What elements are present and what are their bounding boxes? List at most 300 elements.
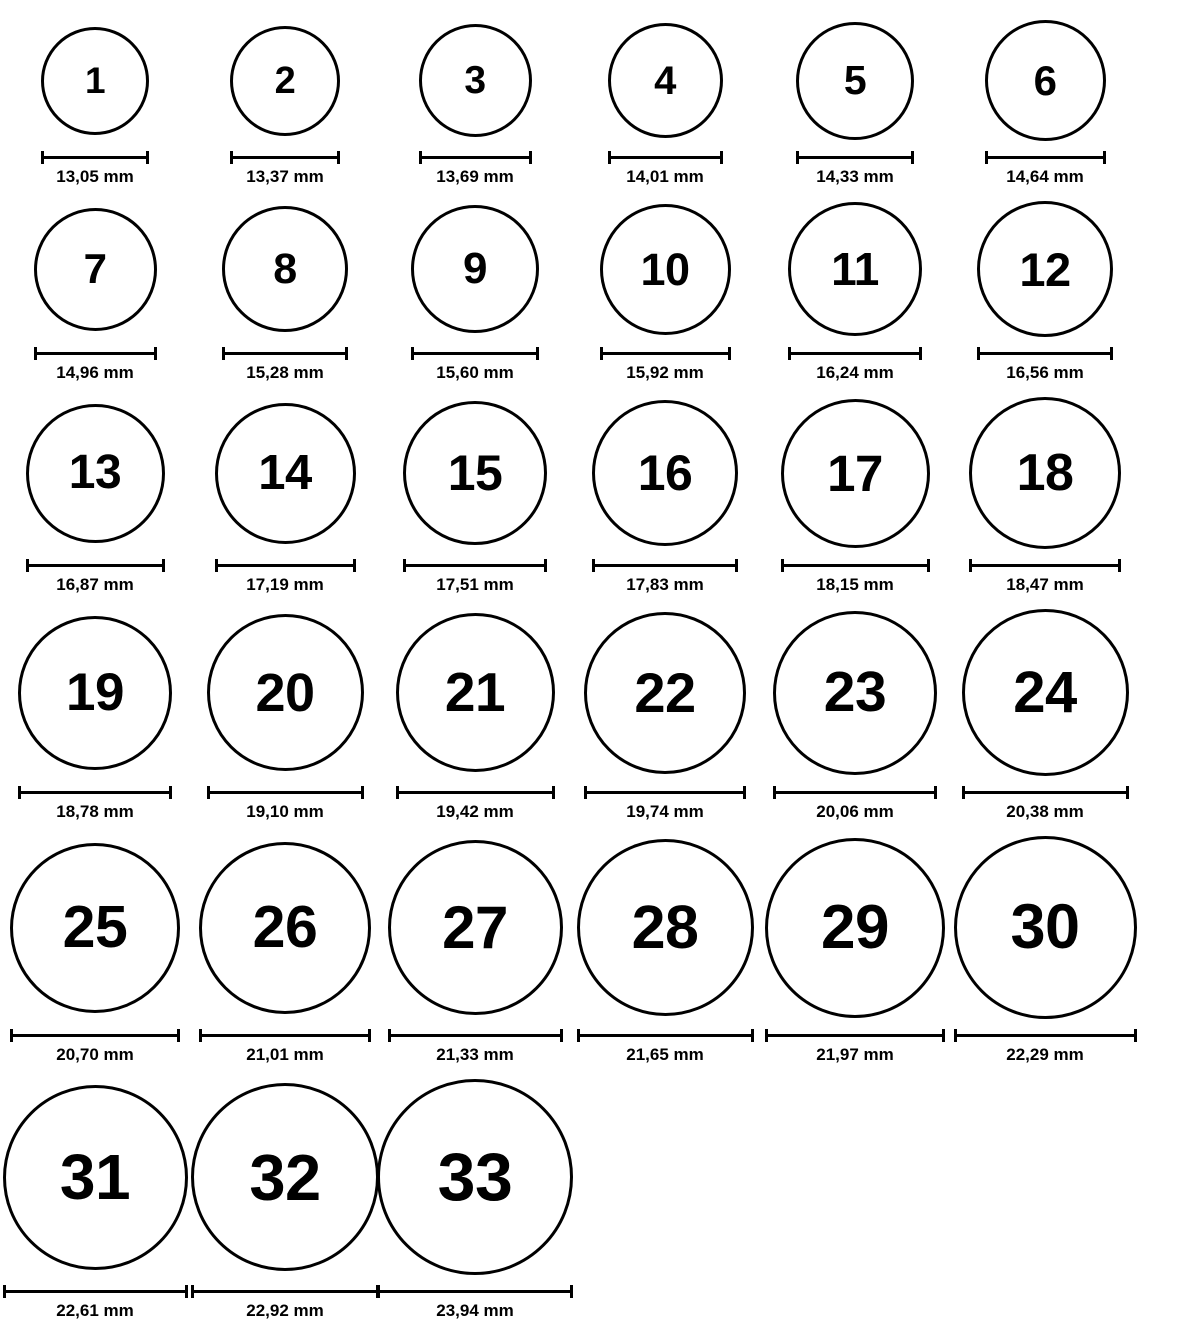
ring-circle[interactable] [222,206,348,332]
ring-circle[interactable] [396,613,555,772]
dimension-cap-right [169,786,172,799]
diameter-label: 15,92 mm [626,363,704,382]
ring-circle[interactable] [954,836,1137,1019]
ring-size-cell[interactable] [380,1077,570,1319]
ring-size-cell[interactable] [760,395,950,593]
dimension-bar [396,791,555,794]
dimension-cap-left [773,786,776,799]
diameter-dimension-line [222,347,348,359]
diameter-label: 14,33 mm [816,167,894,186]
ring-size-cell[interactable] [950,18,1140,185]
ring-circle[interactable] [26,404,165,543]
dimension-cap-right [162,559,165,572]
dimension-bar [199,1034,371,1037]
dimension-cap-right [544,559,547,572]
ring-size-number: 6 [1033,56,1057,104]
ring-size-number: 12 [1019,242,1071,296]
dimension-cap-left [34,347,37,360]
ring-size-number: 27 [442,893,508,961]
dimension-bar [419,156,532,159]
ring-size-cell[interactable] [0,395,190,593]
ring-size-cell[interactable] [0,199,190,381]
diameter-dimension-line [765,1029,945,1041]
dimension-cap-right [353,559,356,572]
diameter-label: 19,10 mm [246,802,324,821]
dimension-cap-right [1126,786,1129,799]
diameter-dimension-line [608,151,723,163]
ring-circle-wrap [3,1077,188,1277]
dimension-cap-right [177,1029,180,1042]
ring-size-number: 1 [84,60,106,101]
ring-size-cell[interactable] [190,607,380,820]
ring-size-cell[interactable] [570,607,760,820]
ring-circle[interactable] [41,27,149,135]
ring-circle-wrap [962,607,1129,778]
diameter-label: 23,94 mm [436,1301,514,1320]
dimension-bar [207,791,364,794]
ring-size-cell[interactable] [760,18,950,185]
ring-size-number: 33 [437,1139,513,1215]
diameter-dimension-line [191,1285,379,1297]
ring-circle-wrap [222,199,348,339]
dimension-cap-left [962,786,965,799]
ring-circle[interactable] [377,1079,573,1275]
diameter-label: 19,42 mm [436,802,514,821]
dimension-bar [10,1034,180,1037]
size-row [0,395,1200,593]
ring-size-number: 19 [66,663,124,722]
dimension-bar [600,352,731,355]
dimension-cap-left [199,1029,202,1042]
ring-circle-wrap [765,834,945,1021]
ring-circle-wrap [215,395,356,551]
dimension-cap-left [191,1285,194,1298]
dimension-cap-left [969,559,972,572]
ring-circle-wrap [600,199,731,339]
ring-circle[interactable] [584,612,746,774]
diameter-dimension-line [954,1029,1137,1041]
dimension-bar [969,564,1121,567]
dimension-cap-left [403,559,406,572]
dimension-bar [796,156,914,159]
dimension-bar [577,1034,754,1037]
ring-size-number: 4 [654,58,676,103]
ring-size-number: 25 [62,894,128,960]
ring-circle[interactable] [191,1083,379,1271]
ring-size-number: 31 [59,1141,131,1213]
ring-size-number: 16 [637,445,693,501]
ring-size-cell[interactable] [570,834,760,1063]
diameter-label: 21,97 mm [816,1045,894,1064]
dimension-cap-left [230,151,233,164]
dimension-cap-right [536,347,539,360]
ring-size-cell[interactable] [760,607,950,820]
size-row [0,1077,1200,1319]
dimension-bar [3,1290,188,1293]
ring-size-number: 14 [258,445,312,500]
diameter-dimension-line [230,151,340,163]
ring-circle[interactable] [199,842,371,1014]
ring-size-cell[interactable] [380,18,570,185]
ring-circle[interactable] [773,611,937,775]
dimension-cap-left [954,1029,957,1042]
dimension-cap-left [781,559,784,572]
ring-circle-wrap [969,395,1121,551]
ring-circle[interactable] [10,843,180,1013]
dimension-cap-left [207,786,210,799]
diameter-label: 20,38 mm [1006,802,1084,821]
ring-circle-wrap [977,199,1113,339]
ring-size-number: 13 [68,446,122,499]
dimension-cap-right [361,786,364,799]
ring-circle[interactable] [788,202,922,336]
dimension-cap-left [41,151,44,164]
ring-size-cell[interactable] [950,834,1140,1063]
ring-size-number: 32 [249,1140,321,1214]
ring-circle-wrap [781,395,930,551]
dimension-bar [411,352,539,355]
ring-circle-wrap [18,607,172,778]
diameter-label: 21,65 mm [626,1045,704,1064]
diameter-label: 17,83 mm [626,575,704,594]
diameter-label: 13,69 mm [436,167,514,186]
diameter-dimension-line [207,786,364,798]
ring-circle-wrap [419,18,532,143]
ring-size-cell[interactable] [950,395,1140,593]
dimension-bar [608,156,723,159]
dimension-cap-right [942,1029,945,1042]
ring-circle-wrap [592,395,738,551]
ring-circle[interactable] [969,397,1121,549]
dimension-cap-right [735,559,738,572]
ring-circle[interactable] [765,838,945,1018]
ring-circle-wrap [608,18,723,143]
ring-size-number: 20 [255,662,315,723]
dimension-cap-right [1110,347,1113,360]
ring-size-number: 10 [640,243,690,295]
dimension-cap-right [743,786,746,799]
ring-size-number: 2 [274,59,296,102]
ring-size-cell[interactable] [0,834,190,1063]
ring-circle-wrap [34,199,157,339]
dimension-bar [765,1034,945,1037]
ring-size-cell[interactable] [380,395,570,593]
dimension-cap-right [337,151,340,164]
dimension-cap-right [185,1285,188,1298]
diameter-label: 18,78 mm [56,802,134,821]
dimension-cap-right [911,151,914,164]
dimension-bar [41,156,149,159]
ring-circle[interactable] [608,23,723,138]
dimension-cap-right [919,347,922,360]
ring-size-cell[interactable] [190,1077,380,1319]
ring-size-number: 23 [823,660,887,724]
diameter-dimension-line [592,559,738,571]
size-row [0,18,1200,185]
diameter-label: 20,06 mm [816,802,894,821]
diameter-dimension-line [773,786,937,798]
diameter-label: 14,64 mm [1006,167,1084,186]
ring-size-number: 26 [252,894,318,960]
dimension-bar [985,156,1106,159]
ring-circle-wrap [199,834,371,1021]
ring-size-number: 17 [827,444,883,502]
diameter-dimension-line [788,347,922,359]
ring-circle-wrap [191,1077,379,1277]
diameter-dimension-line [215,559,356,571]
diameter-dimension-line [584,786,746,798]
ring-circle[interactable] [230,26,340,136]
dimension-cap-right [345,347,348,360]
dimension-cap-left [796,151,799,164]
diameter-dimension-line [419,151,532,163]
diameter-dimension-line [377,1285,573,1297]
ring-circle[interactable] [34,208,157,331]
diameter-dimension-line [600,347,731,359]
dimension-bar [403,564,547,567]
ring-size-cell[interactable] [380,199,570,381]
dimension-bar [954,1034,1137,1037]
diameter-label: 16,56 mm [1006,363,1084,382]
ring-size-number: 3 [464,59,486,102]
dimension-bar [377,1290,573,1293]
ring-circle[interactable] [18,616,172,770]
diameter-label: 16,24 mm [816,363,894,382]
ring-circle-wrap [10,834,180,1021]
ring-size-cell[interactable] [380,834,570,1063]
diameter-label: 21,33 mm [436,1045,514,1064]
diameter-label: 14,01 mm [626,167,704,186]
dimension-cap-right [1118,559,1121,572]
dimension-cap-left [765,1029,768,1042]
dimension-bar [18,791,172,794]
ring-size-cell[interactable] [0,18,190,185]
ring-circle-wrap [230,18,340,143]
dimension-cap-left [600,347,603,360]
dimension-cap-left [411,347,414,360]
ring-size-number: 22 [634,660,696,724]
ring-circle[interactable] [985,20,1106,141]
ring-circle[interactable] [411,205,539,333]
diameter-dimension-line [796,151,914,163]
dimension-cap-left [3,1285,6,1298]
dimension-bar [191,1290,379,1293]
diameter-dimension-line [985,151,1106,163]
dimension-cap-left [592,559,595,572]
dimension-cap-left [788,347,791,360]
ring-circle-wrap [26,395,165,551]
dimension-cap-left [577,1029,580,1042]
dimension-bar [222,352,348,355]
dimension-cap-right [146,151,149,164]
dimension-bar [788,352,922,355]
diameter-label: 13,05 mm [56,167,134,186]
dimension-cap-left [377,1285,380,1298]
ring-circle[interactable] [600,204,731,335]
diameter-label: 15,60 mm [436,363,514,382]
ring-circle[interactable] [592,400,738,546]
ring-circle[interactable] [388,840,563,1015]
ring-size-cell[interactable] [950,199,1140,381]
ring-size-cell[interactable] [190,199,380,381]
ring-circle-wrap [403,395,547,551]
ring-size-number: 5 [843,57,867,103]
diameter-label: 17,19 mm [246,575,324,594]
ring-circle-wrap [388,834,563,1021]
dimension-bar [962,791,1129,794]
diameter-dimension-line [969,559,1121,571]
dimension-bar [773,791,937,794]
diameter-dimension-line [10,1029,180,1041]
ring-size-number: 18 [1016,444,1074,502]
ring-circle[interactable] [215,403,356,544]
ring-circle[interactable] [403,401,547,545]
dimension-cap-left [985,151,988,164]
diameter-label: 20,70 mm [56,1045,134,1064]
ring-circle-wrap [788,199,922,339]
ring-size-number: 7 [83,245,107,292]
dimension-cap-left [608,151,611,164]
dimension-bar [230,156,340,159]
ring-circle-wrap [985,18,1106,143]
ring-circle-wrap [41,18,149,143]
diameter-dimension-line [396,786,555,798]
ring-size-cell[interactable] [760,834,950,1063]
diameter-label: 13,37 mm [246,167,324,186]
ring-circle[interactable] [3,1085,188,1270]
ring-size-cell[interactable] [570,199,760,381]
ring-size-cell[interactable] [570,18,760,185]
ring-circle-wrap [377,1077,573,1277]
ring-circle[interactable] [419,24,532,137]
ring-circle[interactable] [781,399,930,548]
dimension-cap-left [419,151,422,164]
diameter-dimension-line [34,347,157,359]
ring-circle[interactable] [796,22,914,140]
dimension-cap-left [215,559,218,572]
diameter-label: 17,51 mm [436,575,514,594]
dimension-cap-right [751,1029,754,1042]
dimension-cap-right [154,347,157,360]
ring-size-number: 28 [631,893,699,961]
size-row [0,199,1200,381]
ring-size-cell[interactable] [190,395,380,593]
dimension-bar [584,791,746,794]
dimension-cap-left [222,347,225,360]
dimension-cap-left [26,559,29,572]
diameter-dimension-line [41,151,149,163]
diameter-dimension-line [403,559,547,571]
ring-size-cell[interactable] [0,1077,190,1319]
dimension-cap-left [18,786,21,799]
ring-size-number: 21 [444,661,506,723]
ring-size-number: 30 [1010,892,1080,962]
ring-size-cell[interactable] [190,18,380,185]
diameter-dimension-line [962,786,1129,798]
ring-circle-wrap [396,607,555,778]
ring-circle[interactable] [207,614,364,771]
ring-size-cell[interactable] [570,395,760,593]
ring-circle-wrap [796,18,914,143]
diameter-dimension-line [18,786,172,798]
diameter-dimension-line [3,1285,188,1297]
dimension-cap-left [396,786,399,799]
dimension-cap-left [388,1029,391,1042]
ring-circle[interactable] [977,201,1113,337]
ring-size-cell[interactable] [190,834,380,1063]
ring-size-number: 29 [821,892,889,962]
size-grid [0,18,1200,1333]
dimension-cap-left [584,786,587,799]
diameter-label: 18,47 mm [1006,575,1084,594]
dimension-bar [388,1034,563,1037]
dimension-cap-right [1134,1029,1137,1042]
dimension-cap-right [560,1029,563,1042]
dimension-cap-right [1103,151,1106,164]
ring-circle-wrap [207,607,364,778]
dimension-bar [34,352,157,355]
dimension-cap-right [529,151,532,164]
diameter-dimension-line [411,347,539,359]
ring-size-number: 15 [447,445,503,501]
ring-circle[interactable] [962,609,1129,776]
ring-size-cell[interactable] [380,607,570,820]
dimension-bar [26,564,165,567]
dimension-cap-right [368,1029,371,1042]
dimension-bar [592,564,738,567]
diameter-dimension-line [26,559,165,571]
dimension-cap-right [570,1285,573,1298]
ring-size-cell[interactable] [950,607,1140,820]
diameter-label: 21,01 mm [246,1045,324,1064]
diameter-dimension-line [388,1029,563,1041]
ring-circle-wrap [584,607,746,778]
ring-size-cell[interactable] [0,607,190,820]
diameter-dimension-line [577,1029,754,1041]
dimension-cap-right [934,786,937,799]
dimension-cap-right [728,347,731,360]
size-row [0,834,1200,1063]
ring-circle-wrap [411,199,539,339]
ring-size-number: 11 [831,243,879,295]
dimension-cap-right [720,151,723,164]
ring-size-number: 24 [1013,659,1077,725]
diameter-label: 18,15 mm [816,575,894,594]
ring-circle[interactable] [577,839,754,1016]
ring-size-cell[interactable] [760,199,950,381]
ring-size-number: 8 [273,244,297,293]
dimension-cap-right [552,786,555,799]
diameter-dimension-line [781,559,930,571]
dimension-bar [781,564,930,567]
diameter-label: 22,29 mm [1006,1045,1084,1064]
diameter-dimension-line [977,347,1113,359]
diameter-label: 22,92 mm [246,1301,324,1320]
diameter-label: 14,96 mm [56,363,134,382]
dimension-cap-left [10,1029,13,1042]
dimension-bar [977,352,1113,355]
diameter-dimension-line [199,1029,371,1041]
diameter-label: 19,74 mm [626,802,704,821]
dimension-bar [215,564,356,567]
size-row [0,607,1200,820]
ring-circle-wrap [954,834,1137,1021]
ring-circle-wrap [577,834,754,1021]
dimension-cap-left [977,347,980,360]
diameter-label: 15,28 mm [246,363,324,382]
diameter-label: 22,61 mm [56,1301,134,1320]
diameter-label: 16,87 mm [56,575,134,594]
